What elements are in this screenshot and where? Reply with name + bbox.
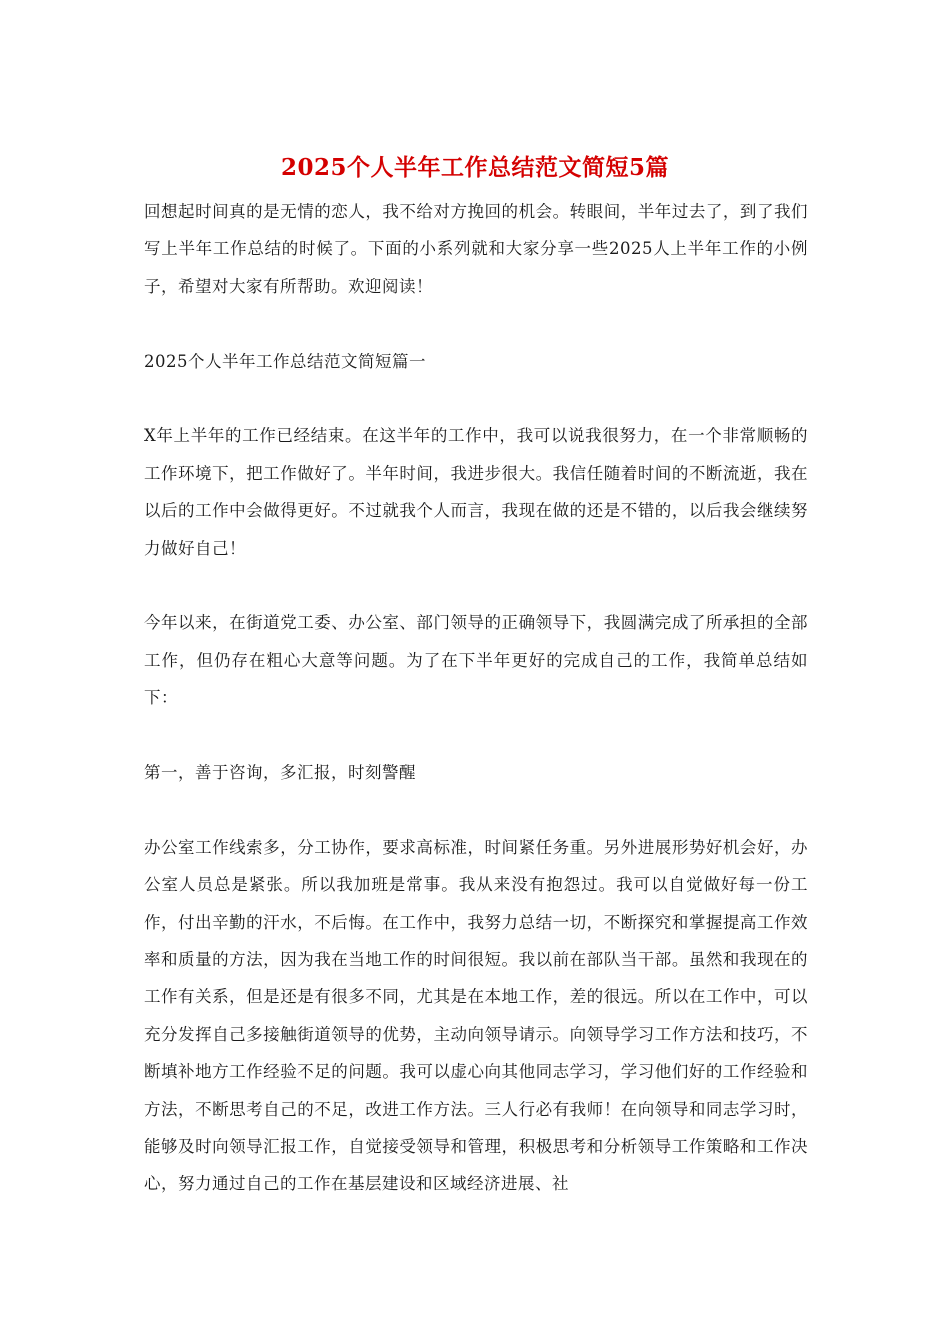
document-body bbox=[144, 193, 808, 1240]
document-title: 2025个人半年工作总结范文简短5篇 bbox=[280, 154, 670, 181]
body-paragraph-1: X年上半年的工作已经结束。在这半年的工作中，我可以说我很努力，在一个非常顺畅的工作环境下，把工作做好了。半年时间，我进步很大。我信任随着时间的不断流逝，我在以后的工作中会做得更好。不过就我个人而言，我现在做的还是不错的，以后我会继续努力做好自己！ bbox=[144, 426, 808, 558]
intro-paragraph: 回想起时间真的是无情的恋人，我不给对方挽回的机会。转眼间，半年过去了，到了我们写上半年工作总结的时候了。下面的小系列就和大家分享一些2025人上半年工作的小例子，希望对大家有所帮助。欢迎阅读！ bbox=[144, 202, 808, 296]
body-paragraph-2: 今年以来，在街道党工委、办公室、部门领导的正确领导下，我圆满完成了所承担的全部工作，但仍存在粗心大意等问题。为了在下半年更好的完成自己的工作，我简单总结如下： bbox=[144, 613, 808, 708]
section-heading: 2025个人半年工作总结范文简短篇一 bbox=[144, 351, 426, 371]
body-paragraph-3: 办公室工作线索多，分工协作，要求高标准，时间紧任务重。另外进展形势好机会好，办公室人员总是紧张。所以我加班是常事。我从来没有抱怨过。我可以自觉做好每一份工作，付出辛勤的汗水，不后悔。在工作中，我努力总结一切，不断探究和掌握提高工作效率和质量的方法，因为我在当地工作的时间很短。我以前在部队当干部。虽然和我现在的工作有关系，但是还是有很多不同，尤其是在本地工作，差的很远。所以在工作中，可以充分发挥自己多接触街道领导的优势，主动向领导请示。向领导学习工作方法和技巧，不断填补地方工作经验不足的问题。我可以虚心向其他同志学习，学习他们好的工作经验和方法，不断思考自己的不足，改进工作方法。三人行必有我师！在向领导和同志学习时，能够及时向领导汇报工作，自觉接受领导和管理，积极思考和分析领导工作策略和工作决心，努力通过自己的工作在基层建设和区域经济进展、社 bbox=[144, 837, 808, 1194]
point-1-heading: 第一，善于咨询，多汇报，时刻警醒 bbox=[144, 763, 416, 783]
